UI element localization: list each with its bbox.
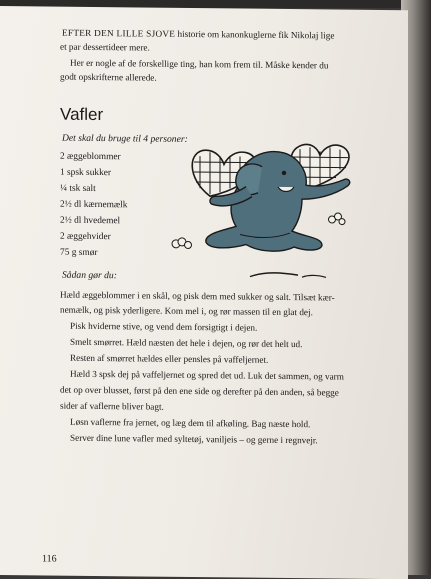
page-content <box>0 6 408 579</box>
step-line: Smelt smørret. Hæld næsten det hele i dejen, og rør det helt ud. <box>70 336 302 350</box>
dust-puff-right <box>329 213 346 225</box>
page-number: 116 <box>42 553 57 564</box>
book-page <box>0 6 408 579</box>
ingredient-item: 2 æggeblommer <box>60 149 127 166</box>
recipe-subtitle: Det skal du bruge til 4 personer: <box>62 133 188 145</box>
step-line: Hæld æggeblommer i en skål, og pisk dem med sukker og salt. Tilsæt kær- <box>60 289 335 304</box>
ground-line <box>250 273 298 278</box>
step-line: sider af vaflerne bliver bagt. <box>60 400 164 413</box>
step-line: Resten af smørret hældes eller pensles på vaffeljernet. <box>70 352 268 366</box>
intro-line-2: et par dessertideer mere. <box>60 41 150 54</box>
dust-puff-left <box>172 238 192 249</box>
ingredient-item: 75 g smør <box>60 245 127 262</box>
ingredient-list <box>60 149 127 262</box>
ingredient-item: 2 æggehvider <box>60 229 127 246</box>
howto-heading: Sådan gør du: <box>62 270 117 282</box>
ground-line <box>302 275 326 277</box>
ingredient-item: 2½ dl kærnemælk <box>60 197 127 214</box>
ingredient-item: ¼ tsk salt <box>60 181 127 198</box>
ingredient-item: 1 spsk sukker <box>60 165 127 182</box>
step-line: nemælk, og pisk yderligere. Kom mel i, og rør massen til en glat dej. <box>60 304 313 319</box>
step-line: Pisk hviderne stive, og vend dem forsigtigt i dejen. <box>70 320 257 334</box>
step-line: Hæld 3 spsk dej på vaffeljernet og spred det ud. Luk det sammen, og varm <box>70 368 344 383</box>
step-line: Løsn vaflerne fra jernet, og læg dem til afkøling. Bag næste hold. <box>70 416 310 431</box>
recipe-title: Vafler <box>60 105 103 125</box>
intro-line-1-rest: historie om kanonkuglerne fik Nikolaj lige <box>175 29 334 41</box>
ingredient-item: 2½ dl hvedemel <box>60 213 127 230</box>
elephant-waffle-illustration <box>166 126 366 288</box>
step-line: Server dine lune vafler med syltetøj, vaniljeis – og gerne i regnvejr. <box>70 432 318 447</box>
intro-line-1 <box>62 27 334 42</box>
step-line: det op over blusset, først på den ene side og derefter på den anden, så begge <box>60 384 339 399</box>
intro-line-3: Her er nogle af de forskellige ting, han kom frem til. Måske kender du <box>70 57 328 72</box>
intro-lead: EFTER DEN LILLE SJOVE <box>62 28 175 39</box>
intro-line-4: godt opskrifterne allerede. <box>60 71 157 84</box>
